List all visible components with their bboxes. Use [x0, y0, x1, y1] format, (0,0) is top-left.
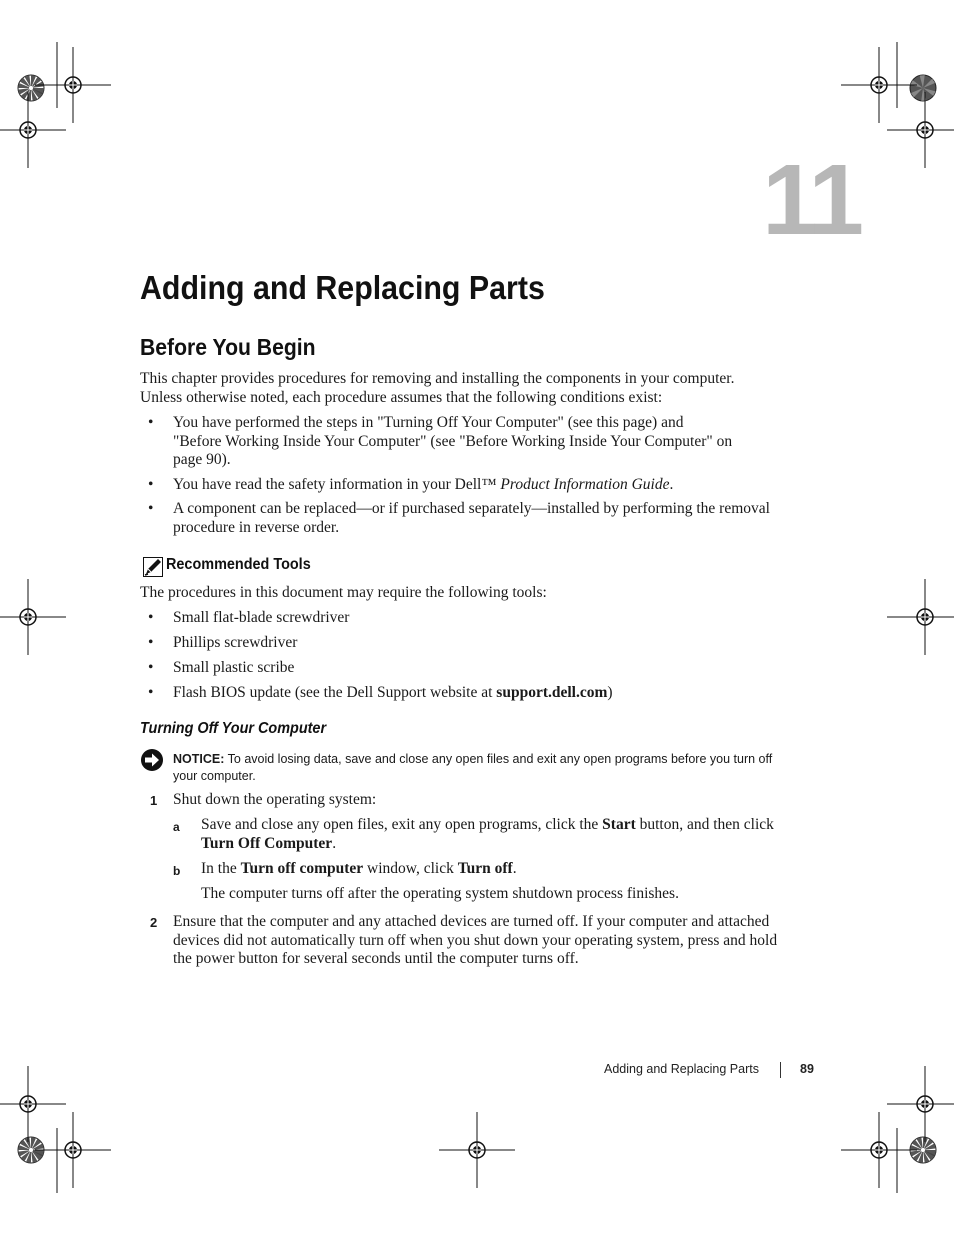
step-number: 2 — [150, 915, 158, 930]
footer-title: Adding and Replacing Parts — [604, 1062, 759, 1076]
turning-off-title: Turning Off Your Computer — [140, 720, 327, 737]
product-information-guide: Product Information Guide — [500, 475, 670, 493]
list-item: • You have performed the steps in "Turning Off Your Computer" (see this page) and "Before Working Inside Your Computer" (see "Before Working Inside Your Computer" on page 90). — [148, 414, 733, 468]
turn-off-computer-ref: Turn Off Computer — [201, 834, 333, 852]
list-item: • Small flat-blade screwdriver — [148, 609, 350, 626]
recommended-tools-title: Recommended Tools — [166, 556, 311, 573]
list-item: • Phillips screwdriver — [148, 634, 298, 651]
notice-arrow-icon — [140, 748, 164, 777]
list-item: • Small plastic scribe — [148, 659, 295, 676]
chapter-number: 11 — [762, 144, 860, 256]
note-pencil-icon — [143, 557, 163, 582]
tools-list — [140, 609, 780, 703]
turn-off-ref: Turn off — [457, 860, 513, 877]
list-item: • Flash BIOS update (see the Dell Support website at support.dell.com) — [148, 684, 613, 701]
step-number: 1 — [150, 793, 158, 808]
footer-divider — [780, 1062, 781, 1078]
step-text: Ensure that the computer and any attached devices are turned off. If your computer and attached devices did not automatically turn off when you shut down your operating system, press and hold the power button for several seconds until the computer turns off. — [173, 913, 778, 967]
section-title: Before You Begin — [140, 334, 316, 360]
substep-text: In the Turn off computer window, click Turn off. — [201, 860, 517, 877]
conditions-list — [140, 414, 780, 537]
substep-text: Save and close any open files, exit any open programs, click the Start button, and then click Turn Off Computer. — [201, 816, 774, 852]
start-button-ref: Start — [602, 816, 636, 833]
section-intro: This chapter provides procedures for removing and installing the components in your computer. Unless otherwise noted, each procedure assumes that the following conditions exist: — [140, 370, 735, 406]
list-item: • A component can be replaced—or if purchased separately—installed by performing the removal procedure in reverse order. — [148, 500, 770, 536]
page-number: 89 — [800, 1062, 814, 1076]
step-text: Shut down the operating system: — [173, 791, 377, 808]
substep-letter: a — [173, 820, 180, 834]
support-link[interactable]: support.dell.com — [496, 684, 608, 701]
substep-letter: b — [173, 864, 181, 878]
list-item: • You have read the safety information in your Dell™ Product Information Guide. — [148, 475, 674, 493]
chapter-title: Adding and Replacing Parts — [140, 269, 545, 306]
step-result: The computer turns off after the operating system shutdown process finishes. — [201, 885, 679, 902]
tools-intro: The procedures in this document may require the following tools: — [140, 584, 547, 601]
notice-label: NOTICE: — [173, 752, 225, 766]
turn-off-computer-window-ref: Turn off computer — [240, 860, 364, 877]
